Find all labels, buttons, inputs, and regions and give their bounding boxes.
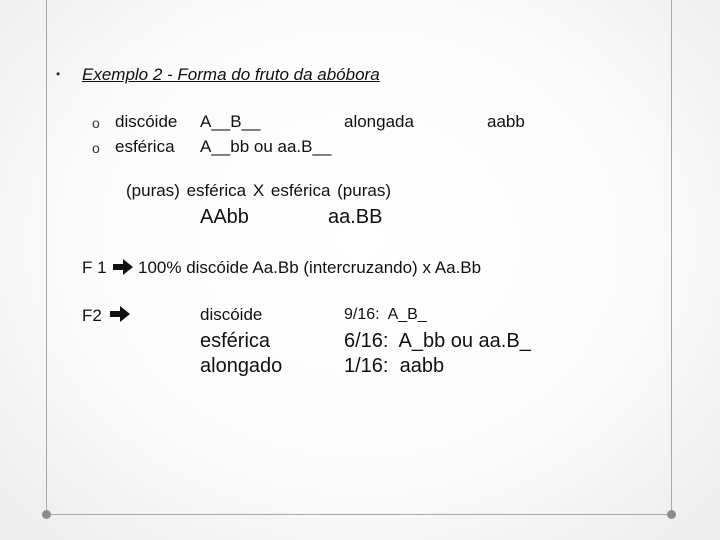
frame-left-horizontal-line [46, 514, 670, 515]
alongada-name: alongada [344, 112, 414, 131]
f1-arrow-icon [113, 259, 133, 275]
phenotype-name-1: discóide [115, 112, 178, 131]
f2-ratio-3: 1/16: aabb [344, 355, 445, 377]
title-bullet: • [56, 67, 61, 81]
phenotype-genotype-1: A__B__ [200, 112, 261, 131]
f2-arrow-icon [110, 306, 130, 322]
f2-phenotype-3: alongado [200, 355, 283, 377]
phenotype-genotype-2: A__bb ou aa.B__ [200, 137, 332, 156]
cross-line: (puras) esférica X esférica (puras) [126, 181, 391, 200]
frame-dot-right [667, 510, 676, 519]
f2-ratio-2: 6/16: A_bb ou aa.B_ [344, 330, 531, 352]
slide-title: Exemplo 2 - Forma do fruto da abóbora [82, 65, 380, 84]
f1-label: F 1 [82, 258, 107, 277]
f1-text: 100% discóide Aa.Bb (intercruzando) x Aa.Bb [138, 258, 482, 277]
list-bullet-1: o [92, 115, 100, 131]
cross-right-genotype: aa.BB [328, 206, 383, 228]
f2-phenotype-2: esférica [200, 330, 271, 352]
frame-vertical-line [46, 0, 47, 510]
f2-phenotype-1: discóide [200, 305, 263, 324]
phenotype-name-2: esférica [115, 137, 175, 156]
cross-left-genotype: AAbb [200, 206, 249, 228]
f2-label: F2 [82, 306, 102, 325]
alongada-genotype: aabb [487, 112, 525, 131]
f2-ratio-1: 9/16: A_B_ [344, 306, 427, 323]
frame-dot-left [42, 510, 51, 519]
list-bullet-2: o [92, 140, 100, 156]
frame-right-vertical-line [671, 0, 672, 510]
